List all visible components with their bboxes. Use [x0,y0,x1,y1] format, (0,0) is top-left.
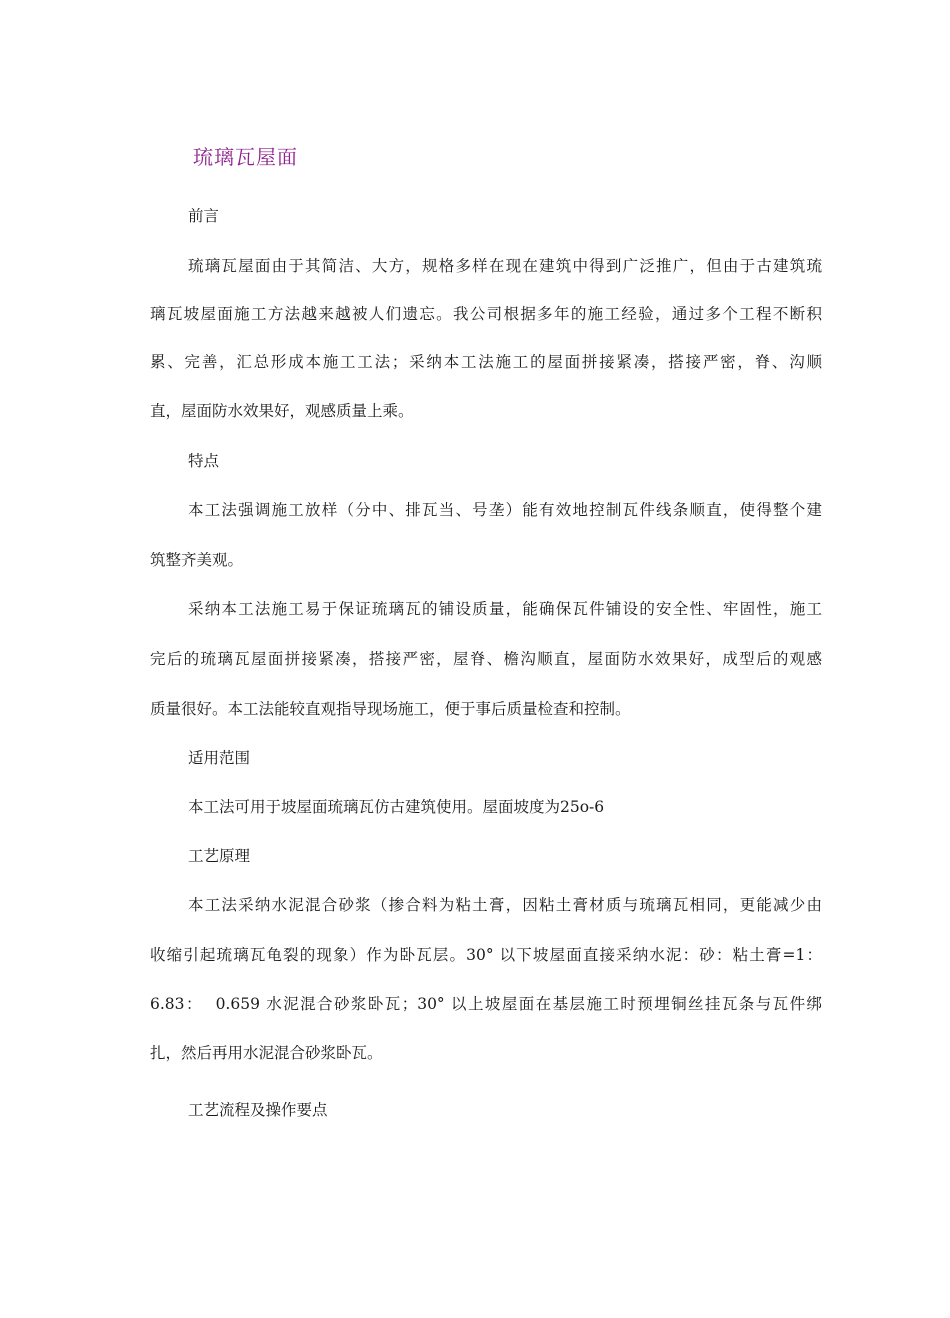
features-p1-line-2: 筑整齐美观。 [150,551,244,569]
preface-line-2: 璃瓦坡屋面施工方法越来越被人们遗忘。我公司根据多年的施工经验，通过多个工程不断积 [150,305,822,323]
document-title: 琉璃瓦屋面 [193,145,298,169]
section-heading-features: 特点 [188,452,220,470]
preface-line-4: 直，屋面防水效果好，观感质量上乘。 [150,402,414,420]
section-heading-process: 工艺流程及操作要点 [188,1101,328,1119]
principle-line-2: 收缩引起琉璃瓦龟裂的现象）作为卧瓦层。30° 以下坡屋面直接采纳水泥：砂：粘土膏=1： [150,946,822,964]
features-p2-line-1: 采纳本工法施工易于保证琉璃瓦的铺设质量，能确保瓦件铺设的安全性、牢固性，施工 [188,600,822,618]
section-heading-principle: 工艺原理 [188,847,251,865]
scope-line-1: 本工法可用于坡屋面琉璃瓦仿古建筑使用。屋面坡度为25o-6 [188,798,605,816]
principle-line-4: 扎，然后再用水泥混合砂浆卧瓦。 [150,1044,383,1062]
features-p2-line-3: 质量很好。本工法能较直观指导现场施工，便于事后质量检查和控制。 [150,700,631,718]
preface-line-1: 琉璃瓦屋面由于其简洁、大方，规格多样在现在建筑中得到广泛推广，但由于古建筑琉 [188,257,822,275]
section-heading-preface: 前言 [188,207,220,225]
section-heading-scope: 适用范围 [188,749,251,767]
features-p2-line-2: 完后的琉璃瓦屋面拼接紧凑，搭接严密，屋脊、檐沟顺直，屋面防水效果好，成型后的观感 [150,650,822,668]
preface-line-3: 累、完善，汇总形成本施工工法；采纳本工法施工的屋面拼接紧凑，搭接严密，脊、沟顺 [150,353,822,371]
principle-line-3: 6.83： 0.659 水泥混合砂浆卧瓦；30° 以上坡屋面在基层施工时预埋铜丝挂瓦条与瓦件绑 [150,995,822,1013]
principle-line-1: 本工法采纳水泥混合砂浆（掺合料为粘土膏，因粘土膏材质与琉璃瓦相同，更能减少由 [188,896,822,914]
features-p1-line-1: 本工法强调施工放样（分中、排瓦当、号垄）能有效地控制瓦件线条顺直，使得整个建 [188,501,822,519]
